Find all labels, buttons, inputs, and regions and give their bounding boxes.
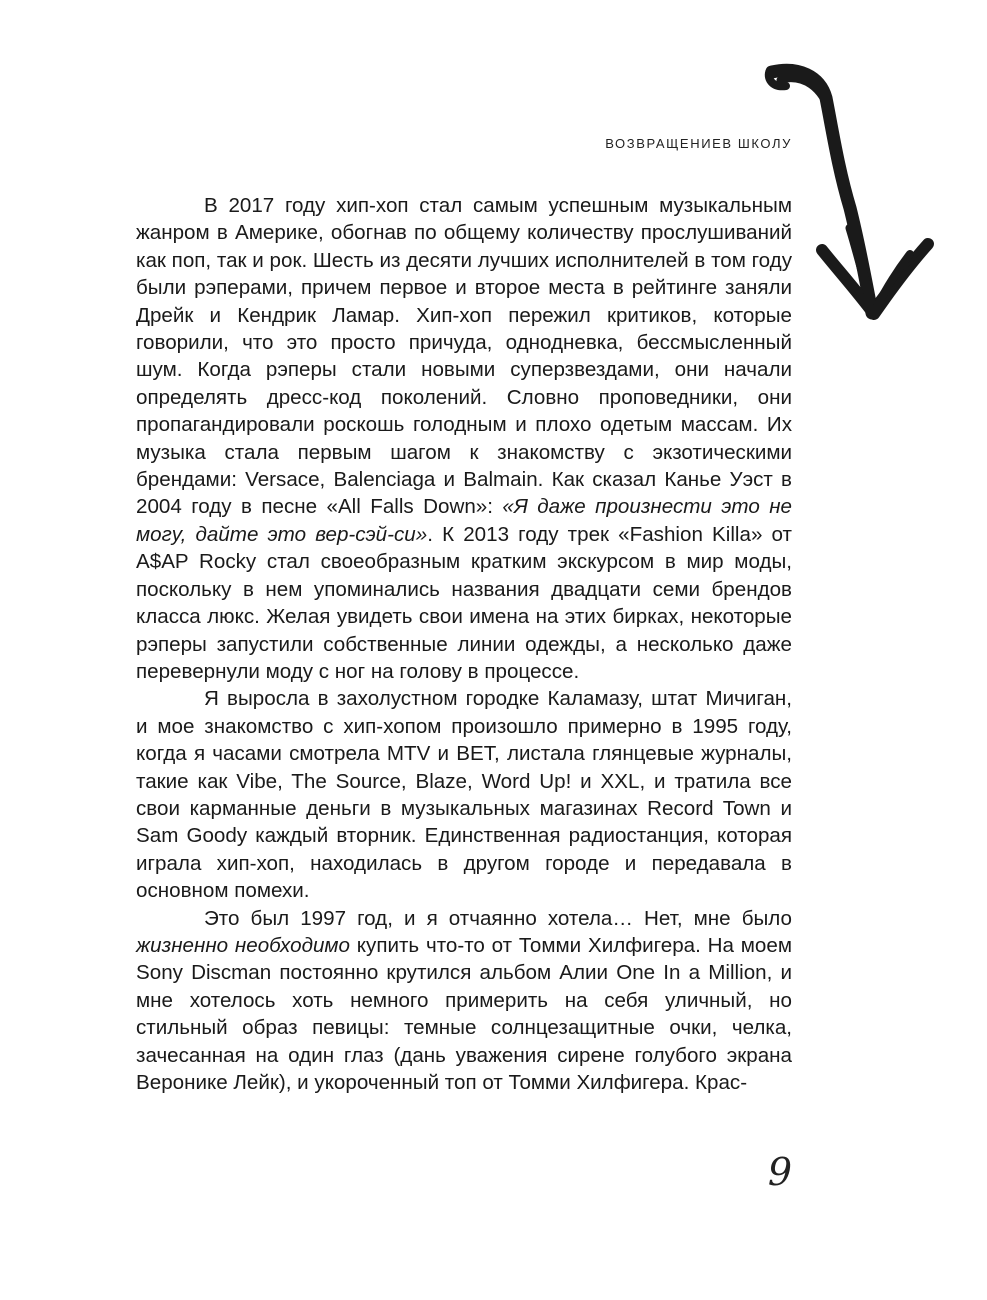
paragraph: [136, 905, 792, 1097]
paragraph: [136, 192, 792, 685]
paragraph-text: Это был 1997 год, и я отчаянно хотела… Нет, мне было: [204, 906, 792, 930]
emphasis-text: жизненно необходимо: [136, 933, 350, 957]
paragraph-text: В 2017 году хип-хоп стал самым успешным музыкальным жанром в Америке, обогнав по общему количеству прослушиваний как поп, так и рок. Шесть из десяти лучших исполнителей в том году были рэперами, причем первое и второе места в рейтинге заняли Дрейк и Кендрик Ламар. Хип-хоп пережил критиков, которые говорили, что это просто причуда, однодневка, бессмысленный шум. Когда рэперы стали новыми суперзвездами, они начали определять дресс-код поколений. Словно проповедники, они пропагандировали роскошь голодным и плохо одетым массам. Их музыка стала первым шагом к знакомству с экзотическими брендами: Versace, Balenciaga и Balmain. Как сказал Канье Уэст в 2004 году в песне «All Falls Down»:: [136, 194, 792, 519]
paragraph-text: . К 2013 году трек «Fashion Killa» от A$AP Rocky стал своеобразным кратким экскурсом в мир моды, поскольку в нем упоминались названия двадцати семи брендов класса люкс. Желая увидеть свои имена на этих бирках, некоторые рэперы запустили собственные линии одежды, а несколько даже перевернули моду с ног на голову в процессе.: [136, 522, 792, 683]
song-quote: «Я даже произнести это не могу, дайте это вер-сэй-си»: [136, 495, 792, 546]
page-number: 9: [767, 1150, 792, 1194]
body-text: [136, 192, 792, 1096]
paragraph: Я выросла в захолустном городке Каламазу, штат Мичиган, и мое знакомство с хип-хопом произошло примерно в 1995 году, когда я часами смотрела MTV и BET, листала глянцевые журналы, такие как Vibe, The Source, Blaze, Word Up! и XXL, и тратила все свои карманные деньги в музыкальных магазинах Record Town и Sam Goody каждый вторник. Единственная радиостанция, которая играла хип-хоп, находилась в другом городе и передавала в основном помехи.: [136, 687, 792, 903]
paragraph-text: купить что-то от Томми Хилфигера. На моем Sony Discman постоянно крутился альбом Алии One In a Million, и мне хотелось хоть немного примерить на себя уличный, но стильный образ певицы: темные солнцезащитные очки, челка, зачесанная на один глаз (дань уважения сирене голубого экрана Веронике Лейк), и укороченный топ от Томми Хилфигера. Крас-: [136, 933, 792, 1094]
running-title: ВОЗВРАЩЕНИЕВ ШКОЛУ: [605, 136, 792, 151]
